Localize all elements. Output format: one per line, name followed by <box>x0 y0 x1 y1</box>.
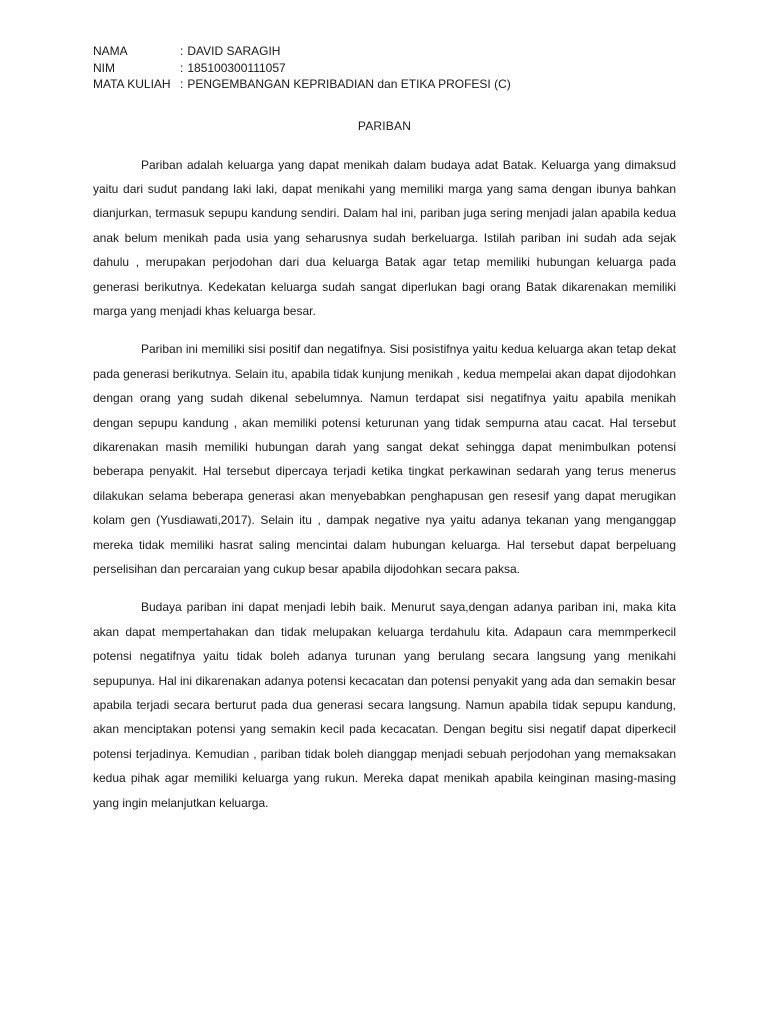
nim-value: 185100300111057 <box>187 60 286 75</box>
course-label: MATA KULIAH <box>93 77 171 91</box>
paragraph-3: Budaya pariban ini dapat menjadi lebih baik. Menurut saya,dengan adanya pariban ini, maka kita akan dapat mempertahakan dan tidak melupakan keluarga terdahulu kita. Adapaun cara memmperkecil potensi negatifnya yaitu tidak boleh adanya turunan yang berulang secara langsung yang menikahi sepupunya. Hal ini dikarenakan adanya potensi kecacatan dan potensi penyakit yang ada dan semakin besar apabila terjadi secara berturut pada dua generasi secara langsung. Namun apabila tidak sepupu kandung, akan menciptakan potensi yang semakin kecil pada kecacatan. Dengan begitu sisi negatif dapat diperkecil potensi terjadinya. Kemudian , pariban tidak boleh dianggap menjadi sebuah perjodohan yang memaksakan kedua pihak agar memiliki keluarga yang rukun. Mereka dapat menikah apabila keinginan masing-masing yang ingin melanjutkan keluarga. <box>93 600 676 810</box>
document-title: PARIBAN <box>357 118 412 133</box>
nim-row <box>93 60 676 77</box>
student-info-header <box>93 43 676 93</box>
course-separator: : <box>180 77 184 91</box>
name-label: NAMA <box>93 44 128 58</box>
name-separator: : <box>180 44 184 58</box>
course-row <box>93 76 676 93</box>
course-value: PENGEMBANGAN KEPRIBADIAN dan ETIKA PROFESI (C) <box>187 77 511 91</box>
name-row <box>93 43 676 60</box>
name-value: DAVID SARAGIH <box>187 44 281 58</box>
nim-separator: : <box>180 60 184 75</box>
paragraph-2: Pariban ini memiliki sisi positif dan negatifnya. Sisi posistifnya yaitu kedua keluarga akan tetap dekat pada generasi berikutnya. Selain itu, apabila tidak kunjung menikah , kedua mempelai akan dapat dijodohkan dengan orang yang sudah dikenal sebelumnya. Namun terdapat sisi negatifnya yaitu apabila menikah dengan sepupu kandung , akan memiliki potensi keturunan yang tidak sempurna atau cacat. Hal tersebut dikarenakan masih memiliki hubungan darah yang sangat dekat sehingga dapat menimbulkan potensi beberapa penyakit. Hal tersebut dipercaya terjadi ketika tingkat perkawinan sedarah yang terus menerus dilakukan selama beberapa generasi akan menyebabkan penghapusan gen resesif yang dapat merugikan kolam gen (Yusdiawati,2017). Selain itu , dampak negative nya yaitu adanya tekanan yang menganggap mereka tidak memiliki hasrat saling mencintai dalam hubungan keluarga. Hal tersebut dapat berpeluang perselisihan dan percaraian yang cukup besar apabila dijodohkan secara paksa. <box>93 342 676 576</box>
nim-label: NIM <box>93 60 115 75</box>
paragraph-1: Pariban adalah keluarga yang dapat menikah dalam budaya adat Batak. Keluarga yang dimaksud yaitu dari sudut pandang laki laki, dapat menikahi yang memiliki marga yang sama dengan ibunya bahkan dianjurkan, termasuk sepupu kandung sendiri. Dalam hal ini, pariban juga sering menjadi jalan apabila kedua anak belum menikah pada usia yang seharusnya sudah berkeluarga. Istilah pariban ini sudah ada sejak dahulu , merupakan perjodohan dari dua keluarga Batak agar tetap memiliki hubungan keluarga pada generasi berikutnya. Kedekatan keluarga sudah sangat diperlukan bagi orang Batak dikarenakan memiliki marga yang menjadi khas keluarga besar. <box>93 157 676 318</box>
